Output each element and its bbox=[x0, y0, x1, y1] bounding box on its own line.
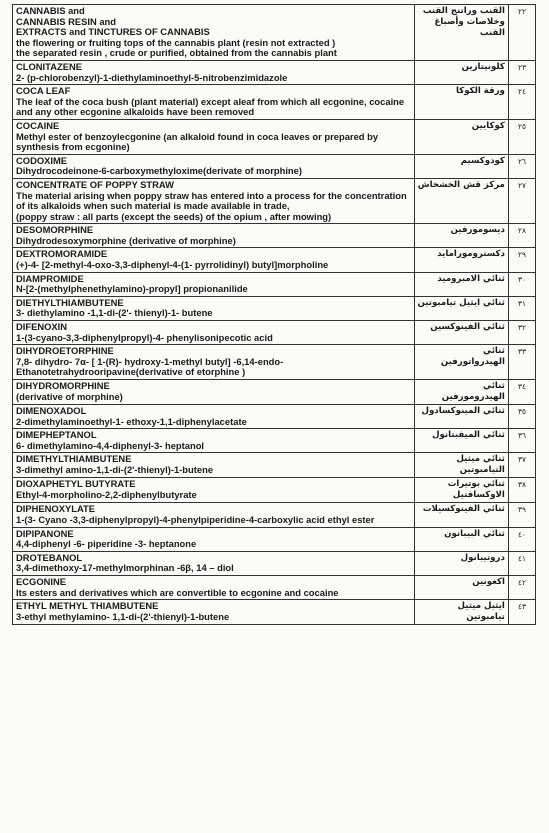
table-row bbox=[13, 503, 536, 527]
substance-description-cell bbox=[13, 575, 415, 599]
substance-name: DESOMORPHINE bbox=[16, 224, 94, 236]
arabic-name-cell: ثنائي البيبانون bbox=[414, 527, 508, 551]
document-page bbox=[12, 4, 536, 625]
substance-description-cell bbox=[13, 248, 415, 272]
row-number-cell: ٣٠ bbox=[508, 272, 535, 296]
substance-description-cell bbox=[13, 5, 415, 61]
substance-description-cell bbox=[13, 600, 415, 625]
substance-description-line: The material arising when poppy straw has entered into a process for the concentration of its alkaloids when such material is made available in trade, bbox=[16, 189, 407, 212]
substance-description-cell bbox=[13, 224, 415, 248]
substance-description-cell bbox=[13, 154, 415, 178]
substance-description-line: 3- diethylamino -1,1-di-(2'- thienyl)-1- butene bbox=[16, 307, 213, 319]
arabic-name-cell: ثنائي ايثيل تيامبوتين bbox=[414, 296, 508, 320]
substance-description-line: 4,4-diphenyl -6- piperidine -3- heptanone bbox=[16, 538, 197, 550]
substance-description-cell bbox=[13, 503, 415, 527]
substance-description-line: 7,8- dihydro- 7α- [ 1-(R)- hydroxy-1-methyl butyl] -6,14-endo- Ethanotetrahydrooripavine(derivative of etorphine ) bbox=[16, 355, 284, 378]
row-number-cell: ٢٣ bbox=[508, 60, 535, 84]
row-number-cell: ٣١ bbox=[508, 296, 535, 320]
row-number-cell: ٤٢ bbox=[508, 575, 535, 599]
substance-description-line: Ethyl-4-morpholino-2,2-diphenylbutyrate bbox=[16, 488, 197, 500]
row-number-cell: ٣٦ bbox=[508, 429, 535, 453]
row-number-cell: ٣٥ bbox=[508, 405, 535, 429]
table-row bbox=[13, 575, 536, 599]
substance-description-cell bbox=[13, 453, 415, 478]
substance-description-line: 6- dimethylamino-4,4-diphenyl-3- heptanol bbox=[16, 439, 205, 451]
substance-description-cell bbox=[13, 321, 415, 345]
substance-name: DIOXAPHETYL BUTYRATE bbox=[16, 478, 136, 490]
substance-description-cell bbox=[13, 380, 415, 405]
arabic-name-cell: القنب وراتنج القنب وخلاصات وأصباغ القنب bbox=[414, 5, 508, 61]
table-row bbox=[13, 600, 536, 625]
substance-description-cell bbox=[13, 405, 415, 429]
row-number-cell: ٢٨ bbox=[508, 224, 535, 248]
substance-description-line: Methyl ester of benzoylecgonine (an alkaloid found in coca leaves or prepared by synthesis from ecgonine) bbox=[16, 130, 379, 153]
table-row bbox=[13, 405, 536, 429]
substance-description-line: Dihydrodesoxymorphine (derivative of morphine) bbox=[16, 234, 236, 246]
substance-name: DIMEPHEPTANOL bbox=[16, 429, 97, 441]
row-number-cell: ٢٩ bbox=[508, 248, 535, 272]
table-row bbox=[13, 453, 536, 478]
table-row bbox=[13, 478, 536, 503]
substance-description-line: N-[2-(methylphenethylamino)-propyl] propionanilide bbox=[16, 283, 248, 295]
arabic-name-cell: كلونيتازين bbox=[414, 60, 508, 84]
narcotics-schedule-table bbox=[12, 4, 536, 625]
row-number-cell: ٢٥ bbox=[508, 119, 535, 154]
row-number-cell: ٣٢ bbox=[508, 321, 535, 345]
substance-name: DIMETHYLTHIAMBUTENE bbox=[16, 453, 132, 465]
arabic-name-cell: ورقة الكوكا bbox=[414, 85, 508, 120]
substance-name: ETHYL METHYL THIAMBUTENE bbox=[16, 600, 159, 612]
substance-description-cell bbox=[13, 429, 415, 453]
substance-description-line: 3,4-dimethoxy-17-methylmorphinan -6β, 14 – diol bbox=[16, 562, 234, 574]
table-row bbox=[13, 248, 536, 272]
substance-name: DIETHYLTHIAMBUTENE bbox=[16, 296, 124, 308]
substance-description-line: 1-(3- Cyano -3,3-diphenylpropyl)-4-phenylpiperidine-4-carboxylic acid ethyl ester bbox=[16, 513, 375, 525]
substance-description-cell bbox=[13, 551, 415, 575]
substance-name: DROTEBANOL bbox=[16, 551, 83, 563]
substance-description-cell bbox=[13, 296, 415, 320]
row-number-cell: ٢٧ bbox=[508, 178, 535, 223]
row-number-cell: ٢٦ bbox=[508, 154, 535, 178]
substance-description-line: the separated resin , crude or purified, obtained from the cannabis plant bbox=[16, 47, 337, 59]
table-row bbox=[13, 119, 536, 154]
arabic-name-cell: كودوكسيم bbox=[414, 154, 508, 178]
substance-description-line: Its esters and derivatives which are convertible to ecgonine and cocaine bbox=[16, 586, 339, 598]
row-number-cell: ٣٣ bbox=[508, 345, 535, 380]
row-number-cell: ٣٧ bbox=[508, 453, 535, 478]
table-row bbox=[13, 272, 536, 296]
substance-name: DIAMPROMIDE bbox=[16, 272, 84, 284]
substance-description-cell bbox=[13, 272, 415, 296]
row-number-cell: ٢٤ bbox=[508, 85, 535, 120]
row-number-cell: ٤٣ bbox=[508, 600, 535, 625]
row-number-cell: ٤١ bbox=[508, 551, 535, 575]
substance-name: CODOXIME bbox=[16, 154, 68, 166]
arabic-name-cell: ايثيل ميثيل تيامبوتين bbox=[414, 600, 508, 625]
substance-description-line: (+)-4- [2-methyl-4-oxo-3,3-diphenyl-4-(1- pyrrolidinyl) butyl]morpholine bbox=[16, 259, 329, 271]
substance-description-line: 1-(3-cyano-3,3-diphenylpropyl)-4- phenylisonipecotic acid bbox=[16, 331, 273, 343]
arabic-name-cell: ثنائي ميثيل التيامبوتين bbox=[414, 453, 508, 478]
arabic-name-cell: مركز قش الخشخاش bbox=[414, 178, 508, 223]
arabic-name-cell: كوكايين bbox=[414, 119, 508, 154]
substance-description-cell bbox=[13, 119, 415, 154]
substance-description-cell bbox=[13, 85, 415, 120]
substance-description-line: 3-ethyl methylamino- 1,1-di-(2'-thienyl)-1-butene bbox=[16, 610, 230, 622]
substance-description-line: (derivative of morphine) bbox=[16, 390, 123, 402]
row-number-cell: ٣٨ bbox=[508, 478, 535, 503]
substance-description-line: 3-dimethyl amino-1,1-di-(2'-thienyl)-1-butene bbox=[16, 463, 214, 475]
arabic-name-cell: ثنائي المينوكسادول bbox=[414, 405, 508, 429]
row-number-cell: ٤٠ bbox=[508, 527, 535, 551]
table-row bbox=[13, 551, 536, 575]
substance-description-line: The leaf of the coca bush (plant material) except aleaf from which all ecgonine, cocaine and any other ecgonine alkaloids have been removed bbox=[16, 95, 405, 118]
substance-description-line: the flowering or fruiting tops of the cannabis plant (resin not extracted ) bbox=[16, 36, 336, 48]
arabic-name-cell: ثنائي الهيدرواتورفين bbox=[414, 345, 508, 380]
substance-description-line: (poppy straw : all parts (except the seeds) of the opium , after mowing) bbox=[16, 210, 332, 222]
substance-name: ECGONINE bbox=[16, 575, 67, 587]
row-number-cell: ٢٢ bbox=[508, 5, 535, 61]
table-row bbox=[13, 178, 536, 223]
substance-name: CANNABIS and bbox=[16, 5, 85, 16]
arabic-name-cell: ديسومورفين bbox=[414, 224, 508, 248]
substance-name: CONCENTRATE OF POPPY STRAW bbox=[16, 178, 174, 190]
schedule-table-body bbox=[13, 5, 536, 625]
substance-name: COCA LEAF bbox=[16, 85, 71, 97]
substance-description-cell bbox=[13, 527, 415, 551]
substance-description-cell bbox=[13, 345, 415, 380]
table-row bbox=[13, 224, 536, 248]
table-row bbox=[13, 5, 536, 61]
arabic-name-cell: ثنائي الميفبتانول bbox=[414, 429, 508, 453]
table-row bbox=[13, 527, 536, 551]
substance-name: DEXTROMORAMIDE bbox=[16, 248, 108, 260]
substance-name: DIPHENOXYLATE bbox=[16, 503, 95, 515]
arabic-name-cell: ثنائي الامبروميد bbox=[414, 272, 508, 296]
table-row bbox=[13, 380, 536, 405]
row-number-cell: ٣٤ bbox=[508, 380, 535, 405]
substance-description-line: CANNABIS RESIN and bbox=[16, 15, 117, 27]
arabic-name-cell: ثنائي الفينوكسين bbox=[414, 321, 508, 345]
arabic-name-cell: ثنائي الفينوكسيلات bbox=[414, 503, 508, 527]
table-row bbox=[13, 429, 536, 453]
substance-name: DIMENOXADOL bbox=[16, 405, 87, 416]
table-row bbox=[13, 154, 536, 178]
table-row bbox=[13, 345, 536, 380]
arabic-name-cell: دكسترومورامايد bbox=[414, 248, 508, 272]
table-row bbox=[13, 85, 536, 120]
substance-description-line: 2- (p-chlorobenzyl)-1-diethylaminoethyl-5-nitrobenzimidazole bbox=[16, 71, 288, 83]
substance-name: DIHYDROMORPHINE bbox=[16, 380, 110, 391]
row-number-cell: ٣٩ bbox=[508, 503, 535, 527]
arabic-name-cell: دروتيبانول bbox=[414, 551, 508, 575]
substance-name: DIFENOXIN bbox=[16, 321, 68, 333]
substance-description-line: 2-dimethylaminoethyl-1- ethoxy-1,1-diphenylacetate bbox=[16, 415, 247, 427]
substance-description-cell bbox=[13, 478, 415, 503]
substance-description-cell bbox=[13, 60, 415, 84]
substance-name: DIPIPANONE bbox=[16, 527, 74, 539]
arabic-name-cell: ثنائي بوتيرات الاوكسافتيل bbox=[414, 478, 508, 503]
substance-description-line: EXTRACTS and TINCTURES OF CANNABIS bbox=[16, 26, 210, 38]
substance-name: COCAINE bbox=[16, 119, 60, 131]
table-row bbox=[13, 296, 536, 320]
arabic-name-cell: اكغونين bbox=[414, 575, 508, 599]
substance-name: DIHYDROETORPHINE bbox=[16, 345, 114, 357]
substance-name: CLONITAZENE bbox=[16, 60, 82, 72]
table-row bbox=[13, 60, 536, 84]
arabic-name-cell: ثنائي الهيدرومورفين bbox=[414, 380, 508, 405]
substance-description-line: Dihydrocodeinone-6-carboxymethyloxime(derivate of morphine) bbox=[16, 165, 302, 177]
substance-description-cell bbox=[13, 178, 415, 223]
table-row bbox=[13, 321, 536, 345]
